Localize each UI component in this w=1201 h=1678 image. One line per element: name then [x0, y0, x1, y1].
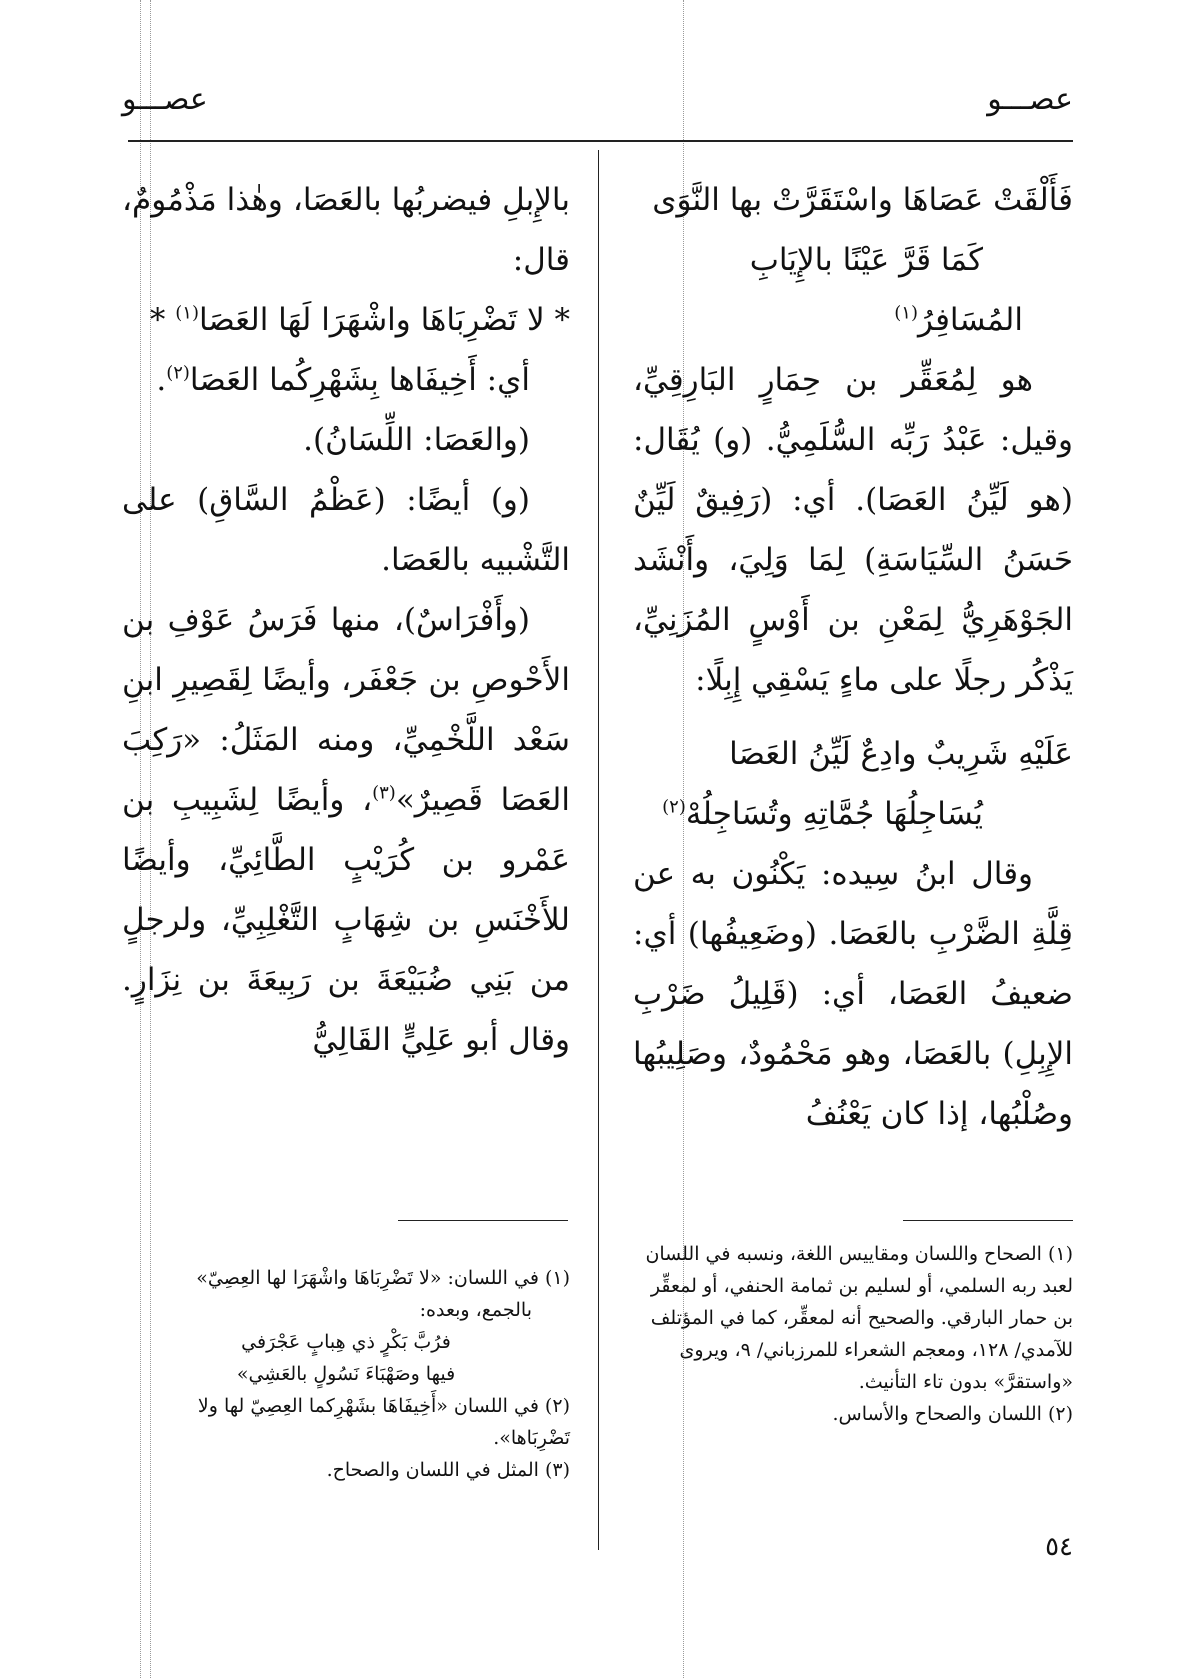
footnote: (٢) اللسان والصحاح والأساس.	[832, 1403, 1073, 1425]
footnote-rule	[398, 1220, 568, 1221]
running-header-left: عصـــو	[122, 82, 208, 117]
star-marker: *	[554, 302, 570, 338]
footnote-marker: (٣)	[372, 782, 396, 804]
paragraph	[122, 590, 570, 1070]
paragraph: بالإِبلِ فيضربُها بالعَصَا، وهٰذا مَذْمُومٌ، قال:	[122, 182, 570, 278]
paragraph: (والعَصَا: اللِّسَانُ).	[303, 422, 530, 458]
footnote: (٢) في اللسان «أَخِيفَاهَا بشَهْرِكما العِصِيّ لها ولا تَضْرِبَاها».	[197, 1395, 570, 1449]
verse-line	[122, 290, 570, 350]
footnote-continuation: بالجمع، وبعده:	[419, 1299, 532, 1321]
paragraph-text: (وأَفْرَاسٌ)، منها فَرَسُ عَوْفِ بن الأَحْوصِ بن جَعْفَر، وأيضًا لِقَصِيرِ ابنِ سَعْد اللَّخْمِيِّ، ومنه المَثَلُ: «رَكِبَ العَصَا قَصِيرٌ»	[122, 602, 570, 818]
verse-line	[633, 230, 1073, 350]
period: .	[156, 362, 167, 398]
footnote-rule	[903, 1220, 1073, 1221]
verse-line	[633, 784, 1073, 844]
paragraph: هو لِمُعَقِّر بن حِمَارٍ البَارِقِيِّ، وقيل: عَبْدُ رَبِّه السُّلَمِيُّ. (و) يُقَال: (هو لَيِّنُ العَصَا). أي: (رَفِيقٌ لَيِّنٌ حَسَنُ السِّيَاسَةِ) لِمَا وَلِيَ، وأَنْشَد الجَوْهَرِيُّ لِمَعْنِ بن أَوْسٍ المُزَنِيِّ، يَذْكُر رجلًا على ماءٍ يَسْقِي إِبِلًا:	[633, 362, 1073, 698]
right-column	[633, 170, 1073, 1144]
paragraph-text: ، وأيضًا لِشَبِيبِ بن عَمْرو بن كُرَيْبٍ الطَّائِيِّ، وأيضًا للأَخْنَسِ بن شِهَابٍ التَّغْلِبِيِّ، ولرجلٍ من بَنِي ضُبَيْعَةَ بن رَبِيعَةَ بن نِزَارٍ. وقال أبو عَلِيٍّ القَالِيُّ	[122, 782, 570, 1058]
star-marker: *	[149, 302, 166, 338]
verse-line: فَأَلْقَتْ عَصَاهَا واسْتَقَرَّتْ بها النَّوَى	[652, 182, 1073, 218]
paragraph	[122, 350, 570, 410]
paragraph-text: أي: أَخِيفَاها بِشَهْرِكُما العَصَا	[189, 362, 530, 398]
page-number: ٥٤	[1045, 1532, 1073, 1562]
footnote-verse: فيها وصَهْبَاءَ نَسُولٍ بالعَشِي»	[236, 1363, 456, 1385]
running-header-right: عصـــو	[987, 82, 1073, 117]
footnote-verse: فرُبَّ بَكْرٍ ذي هِبابٍ عَجْرَفي	[241, 1331, 451, 1353]
verse-text: يُسَاجِلُهَا جُمَّاتِهِ وتُسَاجِلُهْ	[685, 796, 983, 832]
verse-text: لا تَضْرِبَاهَا واشْهَرَا لَهَا العَصَا	[198, 302, 545, 338]
footnote-marker: (٢)	[166, 362, 190, 384]
paragraph: وقال ابنُ سِيده: يَكْنُون به عن قِلَّةِ الضَّرْبِ بالعَصَا. (وضَعِيفُها) أي: ضعيفُ العَصَا، أي: (قَلِيلُ ضَرْبِ الإِبِلِ) بالعَصَا، وهو مَحْمُودٌ، وصَلِيبُها وصُلْبُها، إذا كان يَعْنُفُ	[633, 856, 1073, 1132]
footnote-marker: (٢)	[662, 796, 686, 818]
footnote-marker: (١)	[894, 302, 918, 324]
header-rule	[128, 140, 1073, 142]
verse-text: كَمَا قَرَّ عَيْنًا بالإِيَابِ المُسَافِرُ	[749, 242, 1023, 338]
column-divider	[598, 150, 599, 1550]
verse-line: عَلَيْهِ شَرِيبٌ وادِعٌ لَيِّنُ العَصَا	[729, 736, 1073, 772]
footnote-marker: (١)	[175, 302, 199, 324]
footnote: (١) الصحاح واللسان ومقاييس اللغة، ونسبه في اللسان لعبد ربه السلمي، أو لسليم بن ثمامة الحنفي، أو لمعقِّر بن حمار البارقي. والصحيح أنه لمعقِّر، كما في المؤتلف للآمدي/ ١٢٨، ومعجم الشعراء للمرزباني/ ٩، ويروى «واستقرَّ» بدون تاء التأنيث.	[645, 1243, 1073, 1393]
left-column	[122, 170, 570, 1070]
footnotes-left	[122, 1262, 570, 1486]
footnotes-right	[633, 1238, 1073, 1430]
footnote: (١) في اللسان: «لا تَضْرِبَاهَا واشْهَرَا لها العِصِيّ»	[196, 1267, 570, 1289]
paragraph: (و) أيضًا: (عَظْمُ السَّاقِ) على التَّشْبيه بالعَصَا.	[122, 482, 570, 578]
footnote: (٣) المثل في اللسان والصحاح.	[326, 1459, 570, 1481]
